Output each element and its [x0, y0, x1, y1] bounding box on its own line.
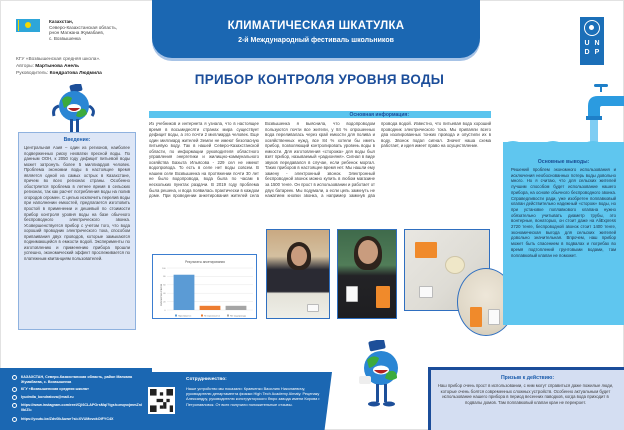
chart-y-tick: 60 — [163, 284, 166, 287]
contact-youtube[interactable]: https://youtu.be/Zdv0lkAuwe?si=XVUMcvokOIFYC4X — [21, 417, 143, 422]
cooperation-heading: Сотрудничество: — [186, 377, 227, 382]
chart-ylabel: Количество ответов — [160, 283, 163, 307]
location-icon — [12, 375, 17, 380]
survey-chart — [152, 254, 257, 319]
location-block — [49, 19, 149, 41]
chart-legend-swatch — [201, 315, 203, 317]
authors-value: Мартынова Анель — [35, 64, 80, 69]
wave-decoration — [503, 138, 624, 148]
earth-mascot-holding-device-icon — [355, 340, 407, 410]
festival-title: КЛИМАТИЧЕСКАЯ ШКАТУЛКА — [227, 20, 405, 32]
conclusions-box — [503, 142, 624, 325]
school-name: КГУ «Возвышенская средняя школа». — [16, 57, 101, 62]
chart-y-tick: 40 — [163, 293, 166, 295]
cooperation-text: Наше устройство мы показали: Кравченко Василию Николаевичу, руководителю департамента физики High Tech Academy Almaty. Рецепаку Александру, руководителю конструкторского бюро завода имени Кирова г. Петропавловск. От всех получили положительные отзывы. — [186, 386, 321, 407]
conclusions-text: Решений проблем экономного использования и исключения необоснованных потерь воды довольно много. Но я считаю, что для сельских жителей лучшим способом будет использование нашего прибора, на основе обычного беспроводного звонка. Справедливости ради, уже изобретен поплавковый клапан действительно надежный «сторож» воды, но при установке поплавкового клапана нужно обязательно учитывать диаметр трубы, это вонтерные, вонаторых, он стоит даже на AliExpress 2720 тенге, беспроводной звонок стоит 1400 тенге, экономическая выгода для сельских жителей довольно значительная. Впрочем, наш прибор может быть спасением в подвалах и погребах во время подтоплений грунтовыми водами, там поплавковый клапан не поможет. — [511, 167, 616, 258]
intro-heading: Введение: — [63, 137, 91, 143]
undp-logo — [580, 17, 604, 65]
cta-heading: Призыв к действию: — [500, 375, 555, 381]
qr-code[interactable] — [148, 387, 175, 414]
district: рнон Магжана Жумабаев, — [49, 30, 105, 36]
poster-title: ПРИБОР КОНТРОЛЯ УРОВНЯ ВОДЫ — [194, 72, 445, 87]
chart-legend-label: Не переливается — [204, 315, 220, 318]
chart-legend-swatch — [227, 315, 229, 317]
intro-box — [18, 132, 136, 330]
village: с. Возвышенка — [49, 35, 81, 41]
authors-label: Авторы: — [16, 64, 34, 69]
youtube-icon — [12, 417, 17, 422]
school-icon — [12, 387, 17, 392]
contact-school: КГУ «Возвышенская средняя школа» — [21, 387, 143, 392]
un-globe-icon — [584, 20, 600, 36]
supervisor-label: Руководитель: — [16, 71, 49, 76]
email-icon — [12, 395, 17, 400]
logo-letter: U — [584, 40, 590, 47]
contact-address: КАЗАХСТАН, Северо-Казахстанская область, район Магжана Жумабаева, с. Возвышенка — [21, 375, 143, 384]
contact-email[interactable]: lyudmila_kondratova@mail.ru — [21, 395, 143, 400]
country: Казахстан, — [49, 19, 74, 24]
chart-bar — [226, 306, 247, 310]
chart-y-tick: 80 — [163, 276, 166, 279]
water-faucet-icon — [580, 82, 624, 142]
chart-title: Результаты анкетирования — [185, 260, 225, 264]
region: Северо-Казахстанская область, — [49, 24, 117, 30]
festival-subtitle: 2-й Международный фестиваль школьников — [238, 37, 394, 44]
main-info-text: Из учебников и интернета я узнала, что в настоящее время в восьмидесяти странах мира существует дефицит воды, а это почти 2 миллиарда человек. Еще один миллиард жителей Земли не имеют безопасную питьевую воду. Так в нашей Северо-Казахстанской области, по информации руководителя областного управления энергетики и жилищно-коммунального хозяйства Бахыта Ильясова - 229 сел не имеют водопровода. То есть в селе нет воды совсем. В нашем селе Возвышенка на протяжении почти 30 лет не было водопровода, вода была по часам в нескольких пунктах раздачи. В 2019 году проблема была решена, и вода появилась практически в каждом доме. При проведении анкетирования жителей села Возвышенка я выяснила, что водопроводом пользуются почти все жители, у 84 % опрошенных вода переливалась через край емкости для полива и хозяйственных нужд, все 84 % хотели бы иметь прибор, позволяющий контролировать уровень воды в емкости. Для изготовления «сторожа» для воды был взят прибор, называемый «радионяня». Сигнал в виде звуков передавался в случае, если ребенок моргал. Таких приборов в настоящее время нет. Мы нашли ему замену - электронный звонок. Электронный беспроводной звонок можно купить в любом магазине за 1500 тенге. Он прост в использовании и работает от двух батареек. Мы подумали, а если цепь замкнуть не нажатием кнопки звонка, а например замкнув два провода водой. Известно, что питьевая вода хороший проводник электрического тока. Мы припаяли всего два изолированных тонких провода и опустили их в воду. Звонок подал сигнал. Значит наша схема работает, и идея имеет право на осуществление. — [149, 121, 491, 199]
photo-girl-holding-devices — [337, 229, 397, 319]
instagram-icon — [12, 403, 17, 408]
intro-text: Центральная Азия – один из регионов, наиболее подверженных риску нехватки пресной воды. По данным ООН, к 2050 году дефицит питьевой воды может затронуть более 5 миллиардов человек. Проблема экономии воды в настоящее время является одной из самых острых в Казахстане, причем во всех регионах страны. Особенно обостряется проблема в летнее время в сельских регионах, так как расчет потребления воды на полив огородов огромен. С целью исключить перелив воды при наполнении емкостей, предлагается изготовить простой в применении и дешевый по стоимости прибор контроля уровня воды на базе обычного беспроводного электрического звонка. Усовершенствуется прибор с учетом того, что вода хороший проводник электрического тока, способом припаивания двух проводов, которые замыкаются поднимающейся в емкости водой. Эксперименты по изготовлению и применению прибора прошли успешно, экономический эффект прослеживается по платежным квитанциям пользователей. — [24, 145, 130, 261]
photo-girl-assembling-device — [266, 229, 330, 319]
contacts-panel — [0, 368, 152, 430]
qr-code-icon — [150, 389, 173, 412]
main-info-heading: Основная информация: — [349, 111, 409, 118]
festival-banner — [152, 0, 480, 58]
main-info-bar — [149, 111, 491, 118]
chart-bar — [200, 306, 221, 310]
contact-instagram[interactable]: https://www.instagram.com/reel/Cjl6CLAPOrsMq/?igsh=mqnxjmmZnl0bIZI= — [21, 403, 143, 412]
logo-letter: D — [584, 49, 590, 56]
authors-block — [16, 56, 146, 77]
chart-y-tick: 20 — [163, 301, 166, 304]
chart-legend-swatch — [175, 315, 177, 317]
call-to-action-box — [428, 367, 624, 430]
logo-letter: P — [594, 49, 600, 56]
chart-canvas — [153, 255, 258, 320]
conclusions-heading: Основные выводы: — [537, 159, 590, 165]
chart-y-tick: 0 — [164, 309, 166, 312]
cta-text: Наш прибор очень прост в использовании, с ним могут справиться даже пожилые люди, которые очень боятся современных сложных устройств. Особенно актуальным будет использование нашего прибора в период весенних паводков, когда вода приходит в подвалы домов. Там поплавковый клапан кран не перекроет. — [437, 383, 614, 405]
chart-legend-label: Нет водопровода — [230, 315, 247, 318]
chart-bar — [174, 275, 195, 310]
chart-y-tick: 100 — [162, 267, 166, 270]
chart-legend-label: Переливается — [178, 315, 192, 318]
kazakhstan-flag-icon — [16, 19, 40, 32]
logo-letter: N — [594, 40, 600, 47]
supervisor-value: Кондратова Людмила — [49, 71, 102, 76]
